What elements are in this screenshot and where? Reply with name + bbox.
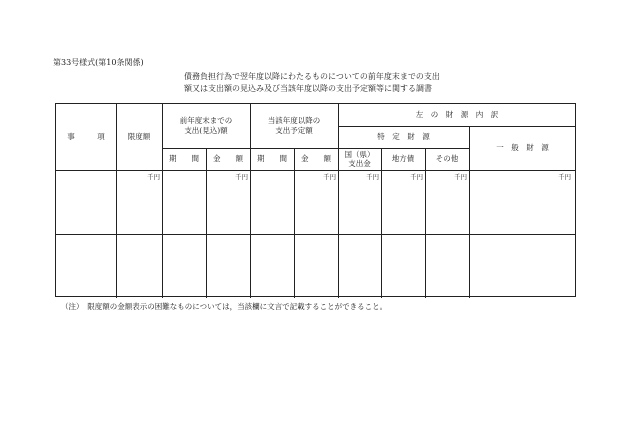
header-jiko: 事 項 xyxy=(67,131,105,141)
header-kuni-line2: 支出金 xyxy=(348,159,371,168)
header-tougai-line2: 支出予定額 xyxy=(275,126,313,135)
document-title-line-2: 額又は支出額の見込み及び当該年度以降の支出予定額等に関する調書 xyxy=(184,84,432,93)
header-tokutei-zaigen: 特 定 財 源 xyxy=(377,131,430,141)
unit-kuni: 千円 xyxy=(366,173,379,181)
row-divider xyxy=(56,170,576,171)
header-kuni-line1: 国（県） xyxy=(344,150,375,159)
row-divider xyxy=(56,234,576,235)
header-kuni xyxy=(338,148,381,170)
footnote: （注） 限度額の金額表示の困難なものについては，当該欄に文言で記載することができること。 xyxy=(61,302,388,311)
header-chihousai: 地方債 xyxy=(391,153,415,163)
report-table xyxy=(55,103,576,297)
header-zennendo-line1: 前年度末までの xyxy=(179,115,233,125)
header-ippan-zaigen: 一 般 財 源 xyxy=(496,142,549,152)
unit-zennendo-kingaku: 千円 xyxy=(235,173,248,181)
header-sonota: その他 xyxy=(435,153,459,163)
header-kingaku-1: 金 額 xyxy=(213,153,243,163)
unit-ippan: 千円 xyxy=(558,173,571,181)
header-zaigen-uchiwake: 左 の 財 源 内 訳 xyxy=(415,109,499,119)
header-tougai xyxy=(250,112,338,140)
unit-tougai-kingaku: 千円 xyxy=(323,173,336,181)
header-gendogaku: 限度額 xyxy=(127,131,151,141)
header-kikan-1: 期 間 xyxy=(169,153,199,163)
header-tougai-line1: 当該年度以降の xyxy=(267,115,321,125)
unit-sonota: 千円 xyxy=(454,173,467,181)
document-title-line-1: 債務負担行為で翌年度以降にわたるものについての前年度末までの支出 xyxy=(184,72,440,81)
unit-chihousai: 千円 xyxy=(410,173,423,181)
unit-gendogaku: 千円 xyxy=(147,173,160,181)
header-kingaku-2: 金 額 xyxy=(301,153,331,163)
header-zennendo-line2: 支出(見込)額 xyxy=(184,126,228,135)
header-kikan-2: 期 間 xyxy=(257,153,287,163)
header-zennendo xyxy=(162,112,250,140)
form-number: 第33号様式(第10条関係) xyxy=(53,58,144,67)
